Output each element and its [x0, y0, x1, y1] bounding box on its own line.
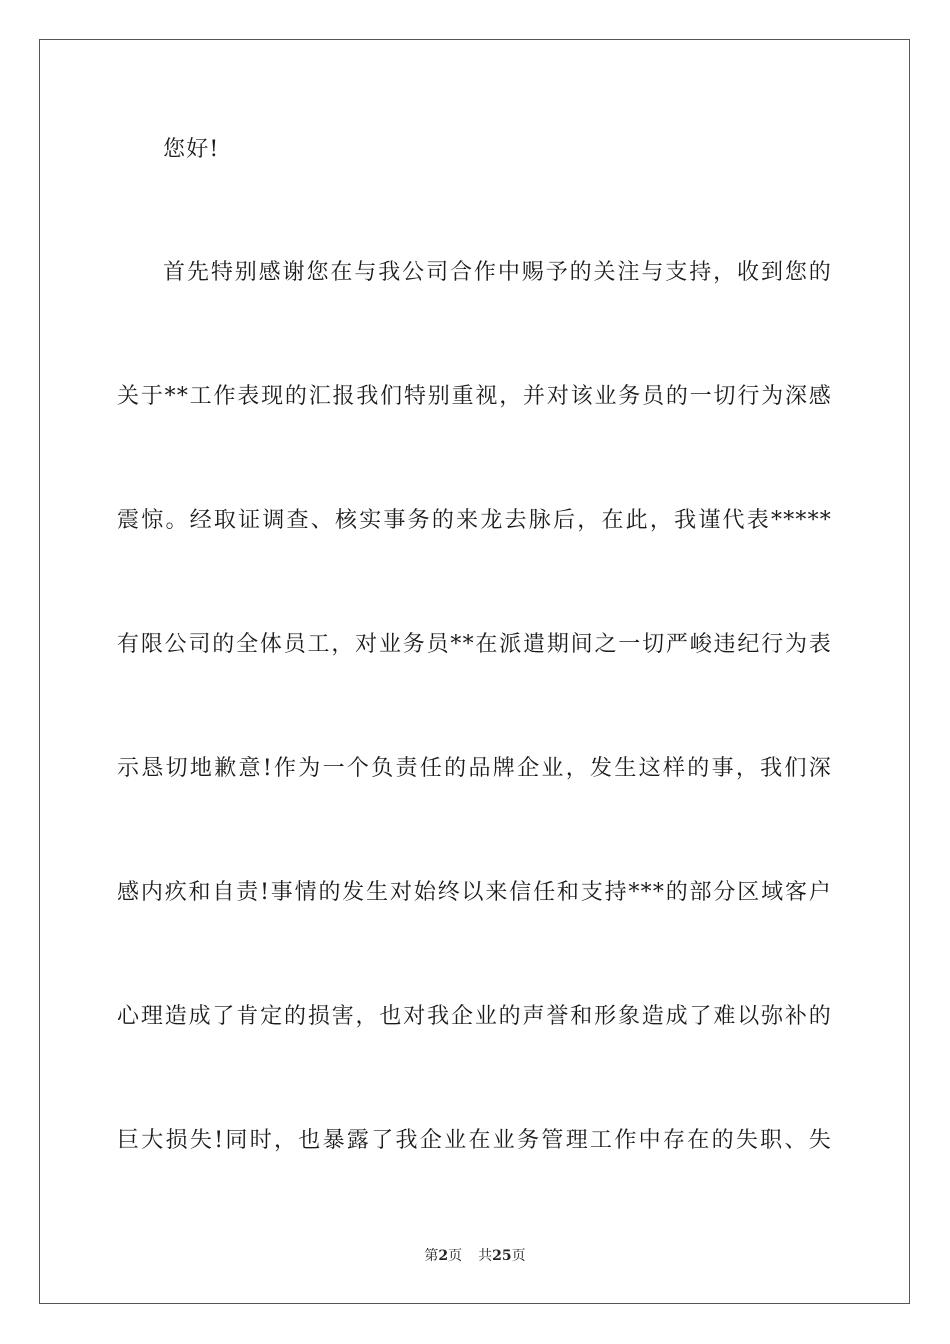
footer-page-total: 25 — [492, 1248, 512, 1264]
footer-page-current: 2 — [438, 1248, 449, 1264]
body-line-5: 示恳切地歉意!作为一个负责任的品牌企业，发生这样的事，我们深 — [117, 756, 832, 781]
footer-page-suffix: 页 — [448, 1248, 463, 1264]
footer-total-prefix: 共 — [478, 1248, 493, 1264]
body-line-6: 感内疚和自责!事情的发生对始终以来信任和支持***的部分区域客户 — [117, 880, 832, 905]
body-line-1: 首先特别感谢您在与我公司合作中赐予的关注与支持，收到您的 — [163, 260, 832, 285]
page-footer — [0, 1247, 950, 1265]
body-line-3: 震惊。经取证调查、核实事务的来龙去脉后，在此，我谨代表***** — [117, 508, 832, 533]
footer-total-suffix: 页 — [511, 1248, 526, 1264]
footer-page-prefix: 第 — [424, 1248, 439, 1264]
body-line-2: 关于**工作表现的汇报我们特别重视，并对该业务员的一切行为深感 — [117, 384, 832, 409]
body-line-8: 巨大损失!同时，也暴露了我企业在业务管理工作中存在的失职、失 — [117, 1128, 832, 1153]
greeting: 您好! — [163, 137, 220, 162]
body-line-7: 心理造成了肯定的损害，也对我企业的声誉和形象造成了难以弥补的 — [117, 1004, 832, 1029]
body-line-4: 有限公司的全体员工，对业务员**在派遣期间之一切严峻违纪行为表 — [117, 632, 832, 657]
page-border — [39, 39, 910, 1304]
